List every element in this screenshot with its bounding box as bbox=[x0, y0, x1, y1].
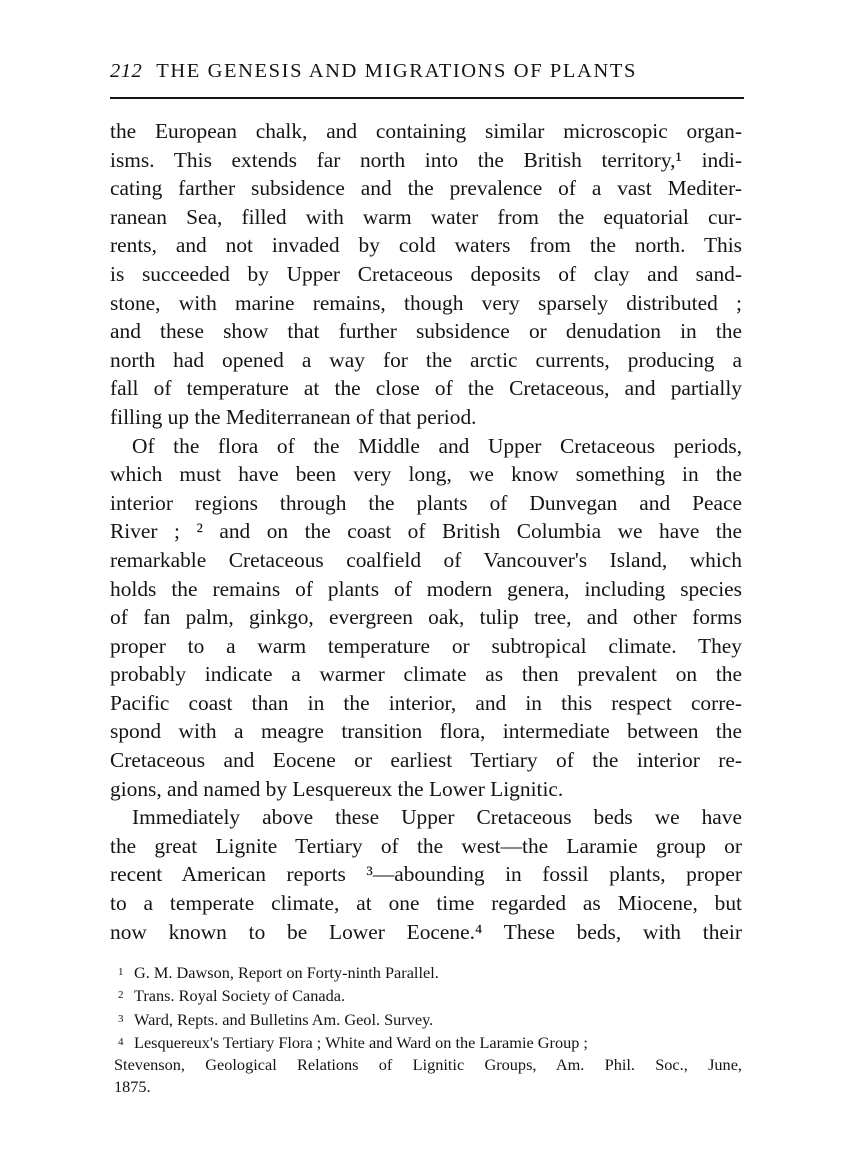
body-text bbox=[110, 117, 742, 946]
footnotes bbox=[114, 961, 742, 1099]
footnote-text: Trans. Royal Society of Canada. bbox=[134, 986, 346, 1006]
text-line: which must have been very long, we know something in the bbox=[110, 462, 742, 487]
text-line: probably indicate a warmer climate as then prevalent on the bbox=[110, 662, 742, 687]
footnote-2 bbox=[118, 984, 742, 1007]
text-line: to a temperate climate, at one time regarded as Miocene, but bbox=[110, 891, 742, 916]
text-line: north had opened a way for the arctic currents, producing a bbox=[110, 347, 742, 372]
text-line: interior regions through the plants of Dunvegan and Peace bbox=[110, 490, 742, 515]
text-line: is succeeded by Upper Cretaceous deposits of clay and sand- bbox=[110, 261, 742, 286]
text-line: the great Lignite Tertiary of the west—the Laramie group or bbox=[110, 833, 742, 858]
running-title: THE GENESIS AND MIGRATIONS OF PLANTS bbox=[156, 60, 637, 82]
text-line: gions, and named by Lesquereux the Lower Lignitic. bbox=[110, 776, 564, 801]
header-rule bbox=[110, 97, 744, 99]
text-line: proper to a warm temperature or subtropical climate. They bbox=[110, 633, 742, 658]
running-head bbox=[110, 60, 742, 83]
text-line: spond with a meagre transition flora, intermediate between the bbox=[110, 719, 742, 744]
footnote-1 bbox=[118, 961, 742, 984]
text-line: holds the remains of plants of modern genera, including species bbox=[110, 576, 742, 601]
text-line: ranean Sea, filled with warm water from the equatorial cur- bbox=[110, 204, 742, 229]
text-line: the European chalk, and containing similar microscopic organ- bbox=[110, 119, 742, 143]
footnote-text: Stevenson, Geological Relations of Lignitic Groups, Am. Phil. Soc., June, bbox=[114, 1055, 742, 1075]
paragraph-3 bbox=[110, 803, 742, 946]
text-line: fall of temperature at the close of the Cretaceous, and partially bbox=[110, 376, 742, 401]
footnote-text: Ward, Repts. and Bulletins Am. Geol. Survey. bbox=[134, 1009, 434, 1029]
paragraph-2 bbox=[110, 432, 742, 804]
text-line: Of the flora of the Middle and Upper Cretaceous periods, bbox=[132, 433, 742, 458]
footnote-4 bbox=[118, 1031, 742, 1054]
text-line: River ; ² and on the coast of British Columbia we have the bbox=[110, 519, 742, 544]
footnote-marker: 4 bbox=[118, 1035, 124, 1048]
text-line: of fan palm, ginkgo, evergreen oak, tulip tree, and other forms bbox=[110, 605, 742, 630]
footnote-marker: 3 bbox=[118, 1012, 124, 1025]
footnote-text: Lesquereux's Tertiary Flora ; White and Ward on the Laramie Group ; bbox=[134, 1032, 588, 1052]
footnote-text: G. M. Dawson, Report on Forty-ninth Parallel. bbox=[134, 963, 439, 982]
footnote-text: 1875. bbox=[114, 1077, 151, 1097]
paragraph-1 bbox=[110, 117, 742, 432]
text-line: recent American reports ³—abounding in fossil plants, proper bbox=[110, 862, 742, 887]
text-line: cating farther subsidence and the prevalence of a vast Mediter- bbox=[110, 176, 742, 201]
text-line: filling up the Mediterranean of that period. bbox=[110, 404, 477, 429]
text-line: rents, and not invaded by cold waters from the north. This bbox=[110, 233, 742, 258]
footnote-3 bbox=[118, 1008, 742, 1031]
footnote-marker: 1 bbox=[118, 966, 124, 978]
text-line: isms. This extends far north into the British territory,¹ indi- bbox=[110, 147, 742, 172]
text-line: remarkable Cretaceous coalfield of Vancouver's Island, which bbox=[110, 547, 742, 572]
text-line: Pacific coast than in the interior, and in this respect corre- bbox=[110, 690, 742, 715]
page-number: 212 bbox=[110, 60, 143, 82]
text-line: Immediately above these Upper Cretaceous beds we have bbox=[132, 805, 742, 830]
text-line: Cretaceous and Eocene or earliest Tertiary of the interior re- bbox=[110, 748, 742, 773]
text-line: and these show that further subsidence or denudation in the bbox=[110, 319, 742, 344]
footnote-marker: 2 bbox=[118, 989, 124, 1002]
text-line: now known to be Lower Eocene.⁴ These beds, with their bbox=[110, 919, 742, 944]
text-line: stone, with marine remains, though very sparsely distributed ; bbox=[110, 290, 742, 315]
